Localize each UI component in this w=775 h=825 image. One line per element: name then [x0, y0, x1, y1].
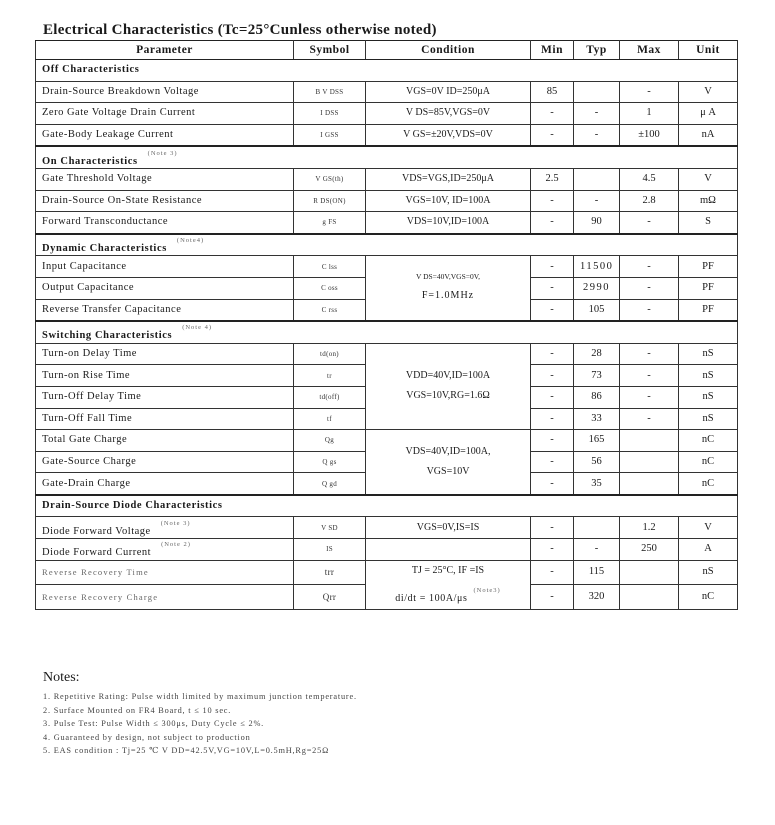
symbol-cell: I DSS — [294, 103, 366, 125]
unit-cell: A — [679, 539, 738, 561]
symbol-cell: td(on) — [294, 343, 366, 365]
typ-cell: - — [574, 124, 620, 146]
unit-cell: V — [679, 81, 738, 103]
typ-cell: 56 — [574, 451, 620, 473]
max-cell: ±100 — [620, 124, 679, 146]
symbol-cell: Qg — [294, 430, 366, 452]
table-row — [36, 212, 738, 234]
unit-cell: μ A — [679, 103, 738, 125]
notes-heading: Notes: — [43, 670, 80, 685]
min-cell: - — [531, 299, 574, 321]
symbol-cell: Q gd — [294, 473, 366, 495]
max-cell: 4.5 — [620, 168, 679, 190]
condition-line: V DS=40V,VGS=0V, — [415, 272, 481, 282]
header-condition: Condition — [366, 41, 531, 60]
param-label: Diode Forward Current — [42, 547, 152, 559]
unit-cell: nS — [679, 386, 738, 408]
typ-cell: 35 — [574, 473, 620, 495]
max-cell: - — [620, 299, 679, 321]
max-cell — [620, 585, 679, 610]
unit-cell: nC — [679, 473, 738, 495]
condition-line: VGS=10V — [426, 465, 470, 477]
min-cell: - — [531, 124, 574, 146]
max-cell: 1 — [620, 103, 679, 125]
param-cell: Output Capacitance — [36, 277, 294, 299]
param-cell: Drain-Source Breakdown Voltage — [36, 81, 294, 103]
param-cell: Reverse Recovery Time — [36, 560, 294, 585]
typ-cell: 115 — [574, 560, 620, 585]
param-cell — [36, 517, 294, 539]
param-cell: Gate-Body Leakage Current — [36, 124, 294, 146]
param-cell: Gate-Drain Charge — [36, 473, 294, 495]
header-unit: Unit — [679, 41, 738, 60]
symbol-cell: Qrr — [294, 585, 366, 610]
symbol-cell: td(off) — [294, 386, 366, 408]
section-on — [36, 146, 738, 168]
condition-line: VDS=40V,ID=100A, — [405, 445, 491, 457]
min-cell: - — [531, 256, 574, 278]
min-cell: - — [531, 343, 574, 365]
symbol-cell: tr — [294, 365, 366, 387]
section-label: Off Characteristics — [42, 64, 140, 76]
min-cell: - — [531, 408, 574, 430]
min-cell: - — [531, 212, 574, 234]
note-ref: (Note 3) — [160, 519, 191, 527]
typ-cell: 320 — [574, 585, 620, 610]
symbol-cell: Q gs — [294, 451, 366, 473]
condition-cell: VGS=10V, ID=100A — [366, 190, 531, 212]
condition-text: di/dt = 100A/μs — [395, 592, 468, 604]
min-cell: - — [531, 473, 574, 495]
condition-cell: VDS=10V,ID=100A — [366, 212, 531, 234]
unit-cell: nS — [679, 408, 738, 430]
max-cell — [620, 560, 679, 585]
param-cell: Turn-on Delay Time — [36, 343, 294, 365]
symbol-cell: trr — [294, 560, 366, 585]
header-row — [36, 41, 738, 60]
symbol-cell: C oss — [294, 277, 366, 299]
max-cell — [620, 451, 679, 473]
max-cell: 250 — [620, 539, 679, 561]
unit-cell: mΩ — [679, 190, 738, 212]
min-cell: - — [531, 103, 574, 125]
max-cell — [620, 430, 679, 452]
table-row — [36, 190, 738, 212]
note-item: 1. Repetitive Rating: Pulse width limited by maximum junction temperature. — [43, 692, 357, 701]
min-cell: - — [531, 365, 574, 387]
min-cell: - — [531, 585, 574, 610]
section-label: Dynamic Characteristics — [42, 243, 167, 255]
max-cell: - — [620, 277, 679, 299]
typ-cell — [574, 81, 620, 103]
condition-cell — [366, 343, 531, 429]
table-row — [36, 256, 738, 278]
condition-line — [372, 581, 524, 609]
symbol-cell: R DS(ON) — [294, 190, 366, 212]
symbol-cell: C rss — [294, 299, 366, 321]
param-cell: Turn-Off Delay Time — [36, 386, 294, 408]
max-cell: - — [620, 386, 679, 408]
param-cell: Drain-Source On-State Resistance — [36, 190, 294, 212]
max-cell: - — [620, 408, 679, 430]
condition-cell — [366, 430, 531, 495]
condition-cell: VGS=0V,IS=IS — [366, 517, 531, 539]
page-title: Electrical Characteristics (Tc=25°Cunless otherwise noted) — [43, 22, 437, 38]
section-off — [36, 60, 738, 82]
unit-cell: V — [679, 168, 738, 190]
electrical-characteristics-table — [35, 40, 738, 610]
min-cell: - — [531, 539, 574, 561]
param-cell: Reverse Recovery Charge — [36, 585, 294, 610]
typ-cell — [574, 168, 620, 190]
condition-cell — [366, 256, 531, 321]
param-cell: Reverse Transfer Capacitance — [36, 299, 294, 321]
table-row — [36, 539, 738, 561]
max-cell: - — [620, 256, 679, 278]
typ-cell: 86 — [574, 386, 620, 408]
min-cell: - — [531, 190, 574, 212]
max-cell: - — [620, 343, 679, 365]
table-row — [36, 560, 738, 585]
condition-line: VDD=40V,ID=100A — [405, 370, 491, 382]
condition-line: F=1.0MHz — [421, 290, 475, 302]
typ-cell: 105 — [574, 299, 620, 321]
symbol-cell: C lss — [294, 256, 366, 278]
condition-cell: V GS=±20V,VDS=0V — [366, 124, 531, 146]
unit-cell: nC — [679, 451, 738, 473]
param-cell: Gate-Source Charge — [36, 451, 294, 473]
min-cell: - — [531, 451, 574, 473]
table-row — [36, 168, 738, 190]
min-cell: 2.5 — [531, 168, 574, 190]
param-cell: Turn-on Rise Time — [36, 365, 294, 387]
min-cell: 85 — [531, 81, 574, 103]
note-item: 2. Surface Mounted on FR4 Board, t ≤ 10 sec. — [43, 705, 232, 715]
unit-cell: nC — [679, 430, 738, 452]
table-row — [36, 517, 738, 539]
table-row — [36, 343, 738, 365]
symbol-cell: B V DSS — [294, 81, 366, 103]
param-cell — [36, 539, 294, 561]
min-cell: - — [531, 277, 574, 299]
min-cell: - — [531, 517, 574, 539]
unit-cell: PF — [679, 256, 738, 278]
table-row — [36, 430, 738, 452]
unit-cell: nS — [679, 365, 738, 387]
notes-list — [43, 690, 357, 758]
max-cell — [620, 473, 679, 495]
unit-cell: nA — [679, 124, 738, 146]
max-cell: - — [620, 212, 679, 234]
param-cell: Forward Transconductance — [36, 212, 294, 234]
min-cell: - — [531, 386, 574, 408]
typ-cell: 90 — [574, 212, 620, 234]
section-diode — [36, 495, 738, 517]
unit-cell: PF — [679, 299, 738, 321]
header-min: Min — [531, 41, 574, 60]
param-cell: Turn-Off Fall Time — [36, 408, 294, 430]
param-cell: Total Gate Charge — [36, 430, 294, 452]
min-cell: - — [531, 430, 574, 452]
section-label: Switching Characteristics — [42, 330, 173, 342]
param-cell: Input Capacitance — [36, 256, 294, 278]
param-label: Diode Forward Voltage — [42, 525, 151, 537]
condition-cell — [366, 560, 531, 609]
unit-cell: S — [679, 212, 738, 234]
note-ref: (Note 3) — [147, 149, 178, 157]
max-cell: 2.8 — [620, 190, 679, 212]
header-symbol: Symbol — [294, 41, 366, 60]
symbol-cell: V SD — [294, 517, 366, 539]
condition-cell: VGS=0V ID=250μA — [366, 81, 531, 103]
max-cell: - — [620, 81, 679, 103]
section-label: Drain-Source Diode Characteristics — [42, 500, 223, 512]
typ-cell: 33 — [574, 408, 620, 430]
condition-line: VGS=10V,RG=1.6Ω — [406, 390, 490, 402]
param-cell: Gate Threshold Voltage — [36, 168, 294, 190]
symbol-cell: I GSS — [294, 124, 366, 146]
condition-line: TJ = 25°C, IF =IS — [411, 564, 485, 576]
typ-cell: 11500 — [574, 256, 620, 278]
note-ref: (Note3) — [473, 586, 501, 594]
symbol-cell: tf — [294, 408, 366, 430]
typ-cell: 28 — [574, 343, 620, 365]
condition-cell — [366, 539, 531, 561]
condition-cell: VDS=VGS,ID=250μA — [366, 168, 531, 190]
note-ref: (Note 4) — [182, 324, 213, 332]
condition-cell: V DS=85V,VGS=0V — [366, 103, 531, 125]
header-parameter: Parameter — [36, 41, 294, 60]
note-item: 3. Pulse Test: Pulse Width ≤ 300μs, Duty Cycle ≤ 2%. — [43, 719, 265, 728]
symbol-cell: V GS(th) — [294, 168, 366, 190]
typ-cell: 165 — [574, 430, 620, 452]
unit-cell: nS — [679, 343, 738, 365]
note-item: 5. EAS condition : Tj=25 ℃ V DD=42.5V,VG=10V,L=0.5mH,Rg=25Ω — [43, 746, 330, 755]
note-item: 4. Guaranteed by design, not subject to production — [43, 732, 251, 742]
note-ref: (Note 2) — [161, 541, 191, 549]
section-switching — [36, 321, 738, 343]
typ-cell — [574, 517, 620, 539]
typ-cell: 2990 — [574, 277, 620, 299]
typ-cell: - — [574, 539, 620, 561]
max-cell: 1.2 — [620, 517, 679, 539]
unit-cell: V — [679, 517, 738, 539]
unit-cell: nS — [679, 560, 738, 585]
symbol-cell: IS — [294, 539, 366, 561]
min-cell: - — [531, 560, 574, 585]
section-label: On Characteristics — [42, 155, 138, 167]
table-row — [36, 81, 738, 103]
typ-cell: - — [574, 103, 620, 125]
header-max: Max — [620, 41, 679, 60]
max-cell: - — [620, 365, 679, 387]
param-cell: Zero Gate Voltage Drain Current — [36, 103, 294, 125]
table-row — [36, 103, 738, 125]
note-ref: (Note4) — [176, 237, 205, 245]
typ-cell: - — [574, 190, 620, 212]
unit-cell: PF — [679, 277, 738, 299]
symbol-cell: g FS — [294, 212, 366, 234]
typ-cell: 73 — [574, 365, 620, 387]
unit-cell: nC — [679, 585, 738, 610]
table-row — [36, 124, 738, 146]
section-dynamic — [36, 234, 738, 256]
header-typ: Typ — [574, 41, 620, 60]
